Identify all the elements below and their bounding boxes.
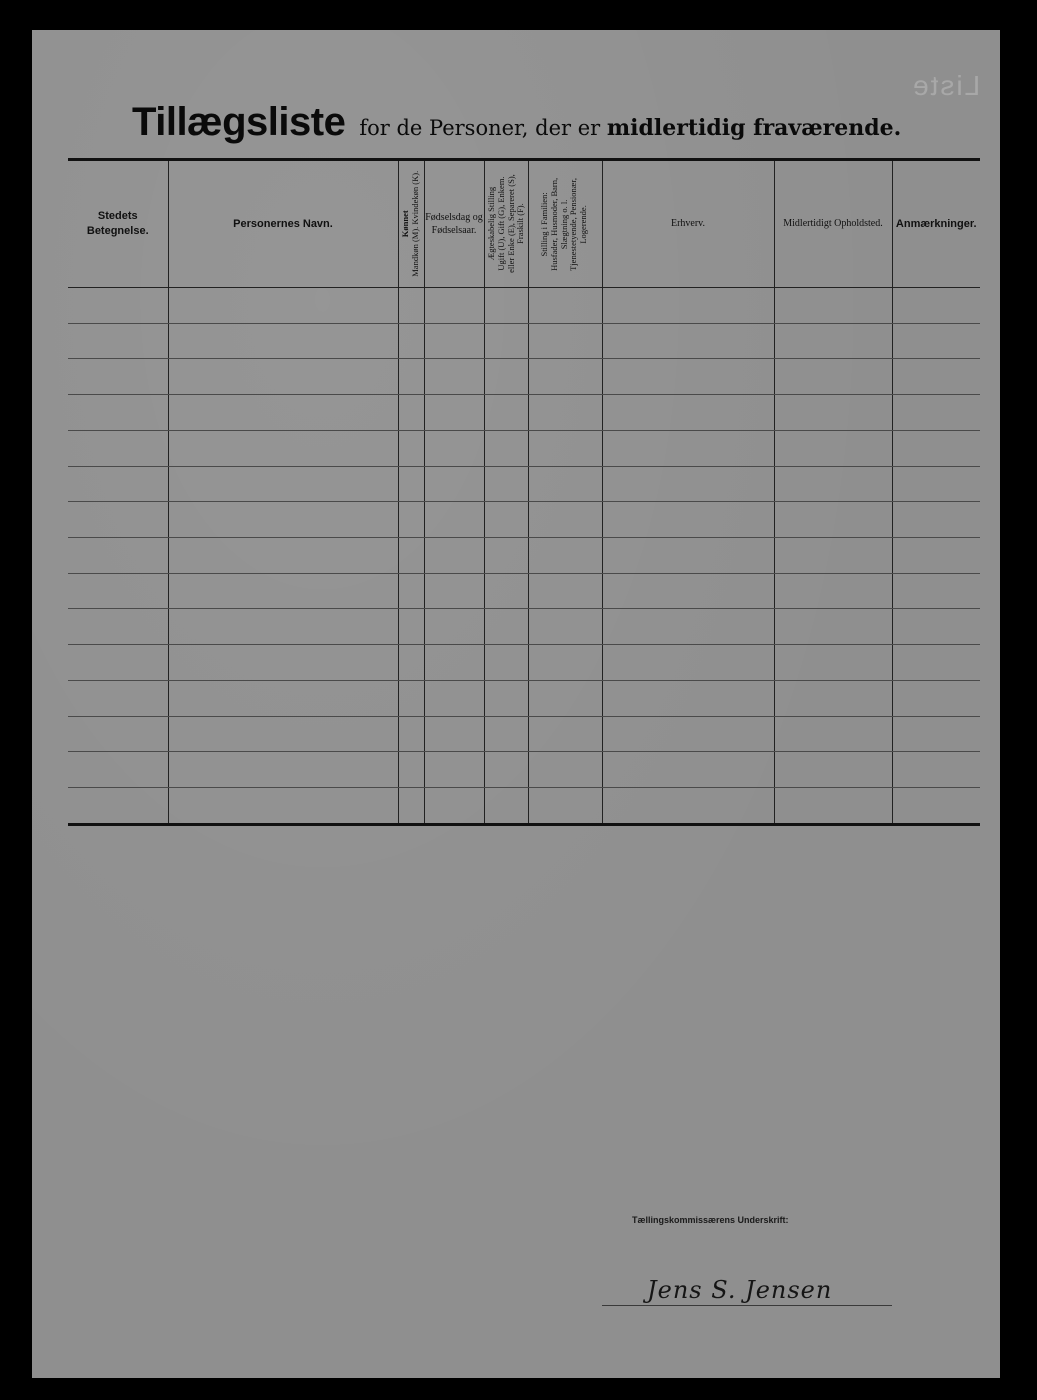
signature-line <box>602 1305 892 1306</box>
table-cell[interactable] <box>602 716 774 752</box>
table-cell[interactable] <box>398 538 424 574</box>
header-stilling-sub1: Husfader, Husmoder, Barn, <box>549 177 560 271</box>
table-cell[interactable] <box>424 752 484 788</box>
header-aegteskab-sub3: Fraskilt (F). <box>514 203 525 245</box>
table-cell[interactable] <box>484 609 528 645</box>
table-cell[interactable] <box>68 323 168 359</box>
table-cell[interactable] <box>774 716 892 752</box>
table-cell[interactable] <box>774 430 892 466</box>
table-cell[interactable] <box>892 502 980 538</box>
table-cell[interactable] <box>68 395 168 431</box>
table-cell[interactable] <box>528 502 602 538</box>
table-cell[interactable] <box>528 716 602 752</box>
table-cell[interactable] <box>602 466 774 502</box>
table-cell[interactable] <box>484 538 528 574</box>
table-cell[interactable] <box>602 359 774 395</box>
table-cell[interactable] <box>398 323 424 359</box>
header-fodselsdag: Fødselsdag og Fødselsaar. <box>424 160 484 288</box>
table-cell[interactable] <box>484 645 528 681</box>
table-cell[interactable] <box>424 359 484 395</box>
table-cell[interactable] <box>168 538 398 574</box>
table-cell[interactable] <box>774 323 892 359</box>
table-cell[interactable] <box>424 323 484 359</box>
table-row <box>68 466 980 502</box>
table-row <box>68 359 980 395</box>
table-cell[interactable] <box>68 466 168 502</box>
table-cell[interactable] <box>398 466 424 502</box>
header-kjonnet-title: Kønnet <box>400 210 411 238</box>
table-cell[interactable] <box>168 466 398 502</box>
table-row <box>68 752 980 788</box>
header-aegteskab <box>484 160 528 288</box>
table-cell[interactable] <box>68 573 168 609</box>
table-cell[interactable] <box>484 716 528 752</box>
table-cell[interactable] <box>892 466 980 502</box>
header-ophold: Midlertidigt Opholdsted. <box>774 160 892 288</box>
table-cell[interactable] <box>892 395 980 431</box>
table-cell[interactable] <box>398 609 424 645</box>
table-row <box>68 288 980 324</box>
table-cell[interactable] <box>398 645 424 681</box>
table-cell[interactable] <box>528 359 602 395</box>
signature-area <box>602 1270 902 1320</box>
table-cell[interactable] <box>892 716 980 752</box>
bleed-through-text: Liste <box>910 70 980 101</box>
table-cell[interactable] <box>68 430 168 466</box>
header-aegteskab-sub1: Ugift (U), Gift (G), Enkem. <box>495 176 506 272</box>
table-cell[interactable] <box>528 645 602 681</box>
signature-label: Tællingskommissærens Underskrift: <box>632 1215 789 1225</box>
census-table <box>68 158 980 826</box>
table-cell[interactable] <box>68 538 168 574</box>
table-cell[interactable] <box>774 788 892 825</box>
table-cell[interactable] <box>68 288 168 324</box>
table-cell[interactable] <box>484 466 528 502</box>
title-main: Tillægsliste <box>132 100 346 144</box>
table-cell[interactable] <box>398 288 424 324</box>
table-row <box>68 788 980 825</box>
table-cell[interactable] <box>528 395 602 431</box>
table-cell[interactable] <box>528 466 602 502</box>
table-cell[interactable] <box>892 323 980 359</box>
table-cell[interactable] <box>528 752 602 788</box>
table-row <box>68 538 980 574</box>
table-cell[interactable] <box>168 680 398 716</box>
table-cell[interactable] <box>398 395 424 431</box>
table-cell[interactable] <box>484 573 528 609</box>
table-cell[interactable] <box>424 609 484 645</box>
header-aegteskab-title: Ægteskabelig Stilling <box>485 187 496 261</box>
table-cell[interactable] <box>398 716 424 752</box>
table-cell[interactable] <box>892 573 980 609</box>
table-cell[interactable] <box>528 609 602 645</box>
table-cell[interactable] <box>602 323 774 359</box>
table-cell[interactable] <box>424 788 484 825</box>
table-cell[interactable] <box>168 359 398 395</box>
table-cell[interactable] <box>68 680 168 716</box>
table-cell[interactable] <box>398 430 424 466</box>
table-cell[interactable] <box>398 502 424 538</box>
header-erhverv: Erhverv. <box>602 160 774 288</box>
table-cell[interactable] <box>168 430 398 466</box>
table-cell[interactable] <box>528 430 602 466</box>
table-cell[interactable] <box>602 573 774 609</box>
table-cell[interactable] <box>774 466 892 502</box>
table-cell[interactable] <box>484 680 528 716</box>
table-cell[interactable] <box>68 609 168 645</box>
table-cell[interactable] <box>528 573 602 609</box>
table-cell[interactable] <box>602 645 774 681</box>
table-cell[interactable] <box>528 788 602 825</box>
table-cell[interactable] <box>484 359 528 395</box>
table-row <box>68 502 980 538</box>
table-row <box>68 609 980 645</box>
table-cell[interactable] <box>424 466 484 502</box>
table-cell[interactable] <box>168 573 398 609</box>
header-stilling <box>528 160 602 288</box>
table-cell[interactable] <box>398 680 424 716</box>
table-cell[interactable] <box>68 502 168 538</box>
table-cell[interactable] <box>892 430 980 466</box>
header-stilling-title: Stilling i Familien: <box>539 191 550 257</box>
table-cell[interactable] <box>528 538 602 574</box>
header-kjonnet-sub: Mandkøn (M). Kvindekøn (K). <box>410 171 420 277</box>
table-cell[interactable] <box>398 788 424 825</box>
table-cell[interactable] <box>424 288 484 324</box>
table-cell[interactable] <box>168 288 398 324</box>
table-cell[interactable] <box>68 359 168 395</box>
table-cell[interactable] <box>484 323 528 359</box>
table-body <box>68 288 980 825</box>
table-cell[interactable] <box>892 538 980 574</box>
table-row <box>68 395 980 431</box>
table-cell[interactable] <box>68 788 168 825</box>
census-form-page <box>32 30 1000 1378</box>
table-cell[interactable] <box>892 788 980 825</box>
table-cell[interactable] <box>774 680 892 716</box>
table-cell[interactable] <box>484 430 528 466</box>
table-cell[interactable] <box>168 502 398 538</box>
table-cell[interactable] <box>892 609 980 645</box>
table-cell[interactable] <box>602 609 774 645</box>
table-cell[interactable] <box>774 609 892 645</box>
table-cell[interactable] <box>398 573 424 609</box>
table-cell[interactable] <box>424 645 484 681</box>
table-cell[interactable] <box>602 288 774 324</box>
table-cell[interactable] <box>168 716 398 752</box>
table-cell[interactable] <box>774 645 892 681</box>
table-cell[interactable] <box>774 502 892 538</box>
table-cell[interactable] <box>168 395 398 431</box>
header-stilling-sub2: Slægtning o. l. <box>559 199 570 249</box>
table-cell[interactable] <box>602 788 774 825</box>
table-cell[interactable] <box>424 716 484 752</box>
table-cell[interactable] <box>892 359 980 395</box>
table-cell[interactable] <box>68 645 168 681</box>
header-navn: Personernes Navn. <box>168 160 398 288</box>
table-cell[interactable] <box>528 680 602 716</box>
table-cell[interactable] <box>424 680 484 716</box>
table-cell[interactable] <box>774 288 892 324</box>
table-cell[interactable] <box>602 680 774 716</box>
form-title <box>132 100 992 160</box>
table-cell[interactable] <box>68 716 168 752</box>
table-cell[interactable] <box>892 680 980 716</box>
table-cell[interactable] <box>424 538 484 574</box>
table-cell[interactable] <box>602 395 774 431</box>
table-cell[interactable] <box>484 752 528 788</box>
table-cell[interactable] <box>168 645 398 681</box>
table-cell[interactable] <box>602 430 774 466</box>
table-cell[interactable] <box>484 395 528 431</box>
table-row <box>68 716 980 752</box>
table-cell[interactable] <box>168 788 398 825</box>
table-cell[interactable] <box>168 752 398 788</box>
table-cell[interactable] <box>602 502 774 538</box>
table-cell[interactable] <box>892 752 980 788</box>
header-row <box>68 160 980 288</box>
header-stilling-sub3: Tjenestetyende, Pensionær, <box>568 177 579 271</box>
table-cell[interactable] <box>892 288 980 324</box>
table-cell[interactable] <box>424 430 484 466</box>
table-cell[interactable] <box>484 288 528 324</box>
table-cell[interactable] <box>774 538 892 574</box>
table-cell[interactable] <box>602 752 774 788</box>
table-row <box>68 645 980 681</box>
table-cell[interactable] <box>892 645 980 681</box>
table-cell[interactable] <box>774 359 892 395</box>
header-stilling-sub4: Logerende. <box>578 204 589 244</box>
table-cell[interactable] <box>774 752 892 788</box>
table-cell[interactable] <box>484 502 528 538</box>
table-cell[interactable] <box>398 752 424 788</box>
header-stedets: Stedets Betegnelse. <box>68 160 168 288</box>
table-cell[interactable] <box>424 395 484 431</box>
table-row <box>68 573 980 609</box>
table-cell[interactable] <box>602 538 774 574</box>
table-cell[interactable] <box>168 609 398 645</box>
table-row <box>68 323 980 359</box>
table-cell[interactable] <box>774 395 892 431</box>
table-cell[interactable] <box>168 323 398 359</box>
table-cell[interactable] <box>484 788 528 825</box>
table-cell[interactable] <box>424 502 484 538</box>
table-cell[interactable] <box>774 573 892 609</box>
table-cell[interactable] <box>398 359 424 395</box>
title-bold-text: midlertidig fraværende. <box>606 115 902 141</box>
header-aegteskab-sub2: eller Enke (E), Separeret (S), <box>505 174 515 274</box>
table-row <box>68 680 980 716</box>
signature-handwriting: Jens S. Jensen <box>647 1276 833 1304</box>
header-kjonnet <box>398 160 424 288</box>
header-anm: Anmærkninger. <box>892 160 980 288</box>
table-cell[interactable] <box>68 752 168 788</box>
title-for-text: for de Personer, der er <box>359 116 607 140</box>
table-row <box>68 430 980 466</box>
table-cell[interactable] <box>528 288 602 324</box>
table-cell[interactable] <box>424 573 484 609</box>
table-cell[interactable] <box>528 323 602 359</box>
